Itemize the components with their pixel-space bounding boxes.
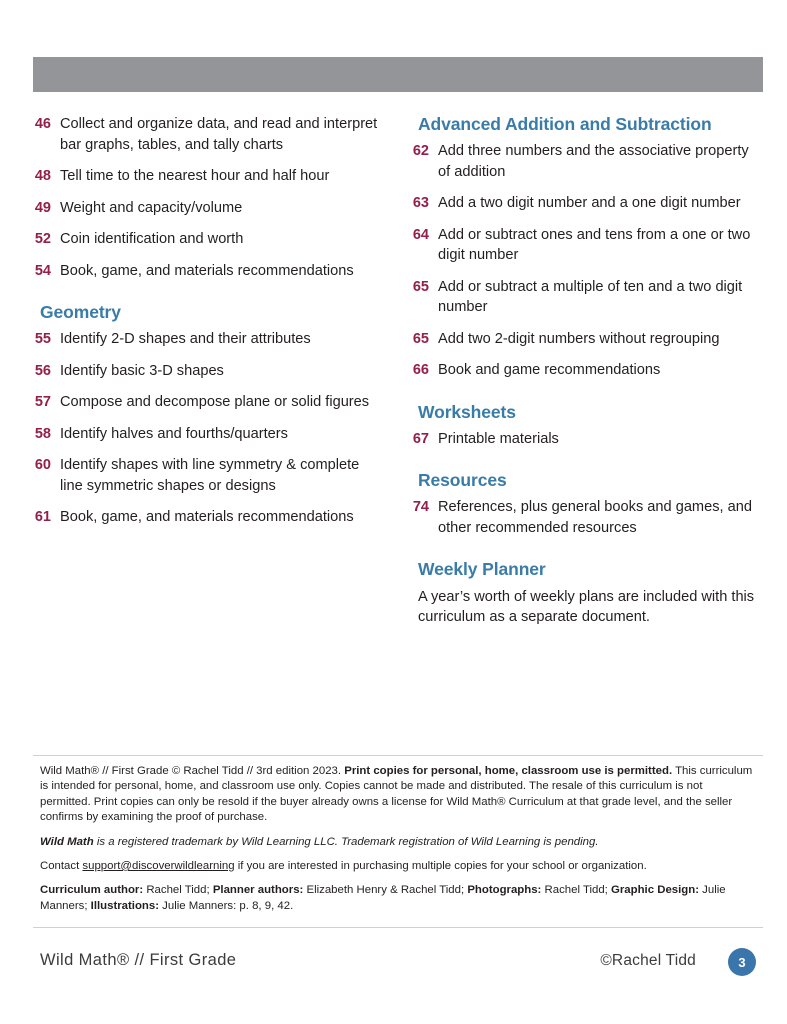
toc-entry-page-number: 48 xyxy=(34,168,51,184)
toc-entry-page-number: 46 xyxy=(34,116,51,132)
toc-entry[interactable] xyxy=(33,114,385,155)
toc-entry[interactable] xyxy=(33,392,385,413)
toc-entry-page-number: 74 xyxy=(412,499,429,516)
toc-section xyxy=(411,114,763,381)
credit-label-graphic-design: Graphic Design: xyxy=(611,884,699,897)
toc-entry-page-number: 57 xyxy=(34,394,51,411)
toc-entry[interactable] xyxy=(33,455,385,496)
fineprint-block xyxy=(40,764,756,914)
toc-section xyxy=(33,114,385,281)
toc-columns xyxy=(33,114,763,628)
toc-entry-label: Book, game, and materials recommendations xyxy=(60,262,354,279)
copyright-notice xyxy=(40,764,756,826)
copyright-bold: Print copies for personal, home, classroom use is permitted. xyxy=(344,765,673,777)
header-band xyxy=(33,57,763,92)
credit-value-illustrations: Julie Manners: p. 8, 9, 42. xyxy=(159,899,294,912)
toc-entry-label: Book, game, and materials recommendations xyxy=(60,509,354,526)
toc-entry-label: Tell time to the nearest hour and half hour xyxy=(60,168,330,184)
section-paragraph: A year’s worth of weekly plans are included with this curriculum as a separate document. xyxy=(418,588,755,625)
section-heading: Advanced Addition and Subtraction xyxy=(418,114,712,134)
toc-entry-label: Coin identification and worth xyxy=(60,231,244,247)
toc-entry-page-number: 67 xyxy=(412,430,429,447)
toc-entry-label: Add a two digit number and a one digit number xyxy=(438,195,741,212)
toc-entry[interactable] xyxy=(33,424,385,445)
trademark-notice xyxy=(40,835,756,850)
toc-entry[interactable] xyxy=(33,198,385,219)
toc-entry-page-number: 55 xyxy=(34,331,51,348)
toc-entry-page-number: 63 xyxy=(412,195,429,212)
toc-entry-label: Compose and decompose plane or solid figures xyxy=(60,394,370,411)
toc-column-left xyxy=(33,114,385,628)
toc-entry[interactable] xyxy=(33,166,385,187)
toc-entry-page-number: 49 xyxy=(34,199,51,216)
credit-value-graphic-design: Julie Manners; xyxy=(40,884,726,912)
toc-entry[interactable] xyxy=(33,329,385,350)
toc-entry-label: Weight and capacity/volume xyxy=(60,199,243,216)
toc-entry-label: Book and game recommendations xyxy=(438,362,661,379)
toc-entry-page-number: 66 xyxy=(412,362,429,379)
toc-section xyxy=(411,470,763,538)
credit-value-photographs: Rachel Tidd; xyxy=(541,884,612,897)
toc-entry[interactable] xyxy=(33,261,385,282)
credit-value-curriculum-author: Rachel Tidd; xyxy=(143,884,213,897)
credit-label-planner-authors: Planner authors: xyxy=(212,884,304,897)
toc-entry-page-number: 65 xyxy=(412,278,429,295)
toc-entry-page-number: 52 xyxy=(34,231,51,247)
trademark-bold: Wild Math xyxy=(40,835,94,848)
toc-section xyxy=(411,402,763,450)
credits-line xyxy=(40,883,756,914)
credit-value-planner-authors: Elizabeth Henry & Rachel Tidd; xyxy=(303,884,468,897)
section-heading: Geometry xyxy=(40,302,121,322)
toc-column-right xyxy=(411,114,763,628)
copyright-lead: Wild Math® // First Grade © Rachel Tidd // 3rd edition 2023. xyxy=(40,765,345,777)
toc-entry-page-number: 58 xyxy=(34,425,51,442)
toc-entry-label: Identify basic 3-D shapes xyxy=(60,362,224,379)
toc-entry-page-number: 65 xyxy=(412,330,429,347)
footer-divider xyxy=(33,927,763,928)
footer-copyright: ©Rachel Tidd xyxy=(600,952,696,969)
toc-entry[interactable] xyxy=(411,193,763,214)
toc-entry-label: Identify shapes with line symmetry & complete line symmetric shapes or designs xyxy=(60,457,360,494)
toc-entry-label: Add three numbers and the associative property of addition xyxy=(438,143,749,180)
toc-entry[interactable] xyxy=(411,497,763,538)
support-email-link[interactable]: support@discoverwildlearning xyxy=(82,860,235,873)
toc-entry[interactable] xyxy=(33,507,385,528)
contact-lead: Contact xyxy=(40,860,83,873)
toc-entry-label: Identify halves and fourths/quarters xyxy=(60,425,288,442)
contact-line xyxy=(40,859,756,874)
toc-entry[interactable] xyxy=(411,225,763,266)
credit-label-illustrations: Illustrations: xyxy=(90,899,160,912)
credit-label-curriculum-author: Curriculum author: xyxy=(40,884,144,897)
toc-entry[interactable] xyxy=(411,277,763,318)
toc-section xyxy=(411,559,763,627)
toc-entry-label: References, plus general books and games, and other recommended resources xyxy=(438,499,752,536)
toc-entry[interactable] xyxy=(411,360,763,381)
toc-entry-label: Add or subtract ones and tens from a one or two digit number xyxy=(438,226,751,264)
toc-entry[interactable] xyxy=(33,229,385,250)
contact-rest: if you are interested in purchasing multiple copies for your school or organization. xyxy=(234,860,647,873)
toc-entry-label: Collect and organize data, and read and interpret bar graphs, tables, and tally charts xyxy=(60,116,378,153)
page-footer xyxy=(40,948,756,982)
page-number-badge: 3 xyxy=(728,948,756,976)
toc-entry[interactable] xyxy=(411,329,763,350)
toc-entry-label: Printable materials xyxy=(438,430,559,447)
copyright-rest: This curriculum is intended for personal, home, and classroom use only. Copies cannot be made and distributed. The resale of this curriculum is not permitted. Print copies can only be resold if the buyer already owns a license for Wild Math® Curriculum at that grade level, and the seller confirms by examining the proof of purchase. xyxy=(40,765,753,824)
toc-entry-page-number: 54 xyxy=(34,262,51,279)
toc-entry-page-number: 60 xyxy=(34,457,51,474)
footer-title: Wild Math® // First Grade xyxy=(40,951,237,969)
toc-entry[interactable] xyxy=(411,429,763,450)
toc-entry-page-number: 62 xyxy=(412,143,429,160)
toc-entry-label: Add or subtract a multiple of ten and a two digit number xyxy=(438,278,743,316)
section-heading: Weekly Planner xyxy=(418,559,546,580)
toc-entry-page-number: 61 xyxy=(34,509,51,526)
toc-entry-page-number: 56 xyxy=(34,362,51,379)
toc-entry-label: Add two 2-digit numbers without regrouping xyxy=(438,330,720,347)
trademark-rest: is a registered trademark by Wild Learning LLC. Trademark registration of Wild Learning is pending. xyxy=(93,835,599,848)
toc-entry[interactable] xyxy=(33,361,385,382)
toc-entry-label: Identify 2-D shapes and their attributes xyxy=(60,331,311,348)
toc-entry-page-number: 64 xyxy=(412,226,429,243)
section-heading: Worksheets xyxy=(418,401,516,422)
toc-entry[interactable] xyxy=(411,141,763,182)
fineprint-divider-top xyxy=(33,755,763,756)
section-heading: Resources xyxy=(418,470,507,491)
toc-section xyxy=(33,302,385,528)
credit-label-photographs: Photographs: xyxy=(467,884,542,897)
